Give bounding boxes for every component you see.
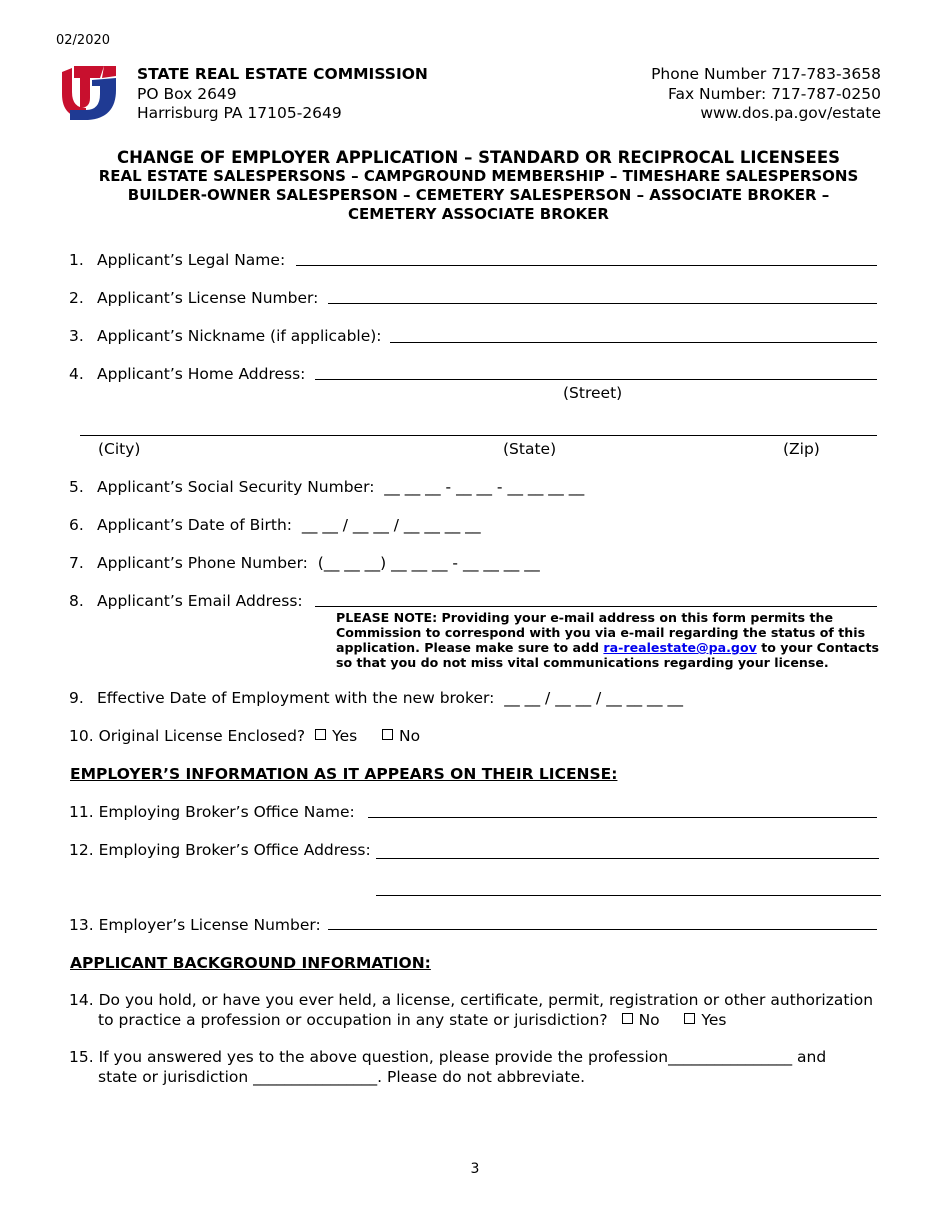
q14-yes-checkbox[interactable] <box>684 1013 695 1024</box>
effective-date-input[interactable]: __ __ / __ __ / __ __ __ __ <box>504 689 683 707</box>
no-option-label: No <box>398 727 421 745</box>
q14-no-checkbox[interactable] <box>622 1013 633 1024</box>
zip-caption: (Zip) <box>783 440 820 458</box>
field-nickname-label: 3. Applicant’s Nickname (if applicable): <box>69 327 382 345</box>
q14-no-label: No <box>638 1011 660 1029</box>
phone-label: Applicant’s Phone Number: <box>97 554 308 572</box>
employer-section-heading: EMPLOYER’S INFORMATION AS IT APPEARS ON THEIR LICENSE: <box>70 765 618 783</box>
nickname-input[interactable] <box>390 342 877 343</box>
phone-number: Phone Number 717-783-3658 <box>651 65 881 83</box>
question-14: 14. Do you hold, or have you ever held, a license, certificate, permit, registration or other authorization to practice a profession or occupation in any state or jurisdiction? No Yes <box>69 991 874 1029</box>
field-license-number-label: 2. Applicant’s License Number: <box>69 289 319 307</box>
dob-label: Applicant’s Date of Birth: <box>97 516 293 534</box>
field-employer-license-label: 13. Employer’s License Number: <box>69 916 321 934</box>
po-box: PO Box 2649 <box>137 84 237 103</box>
form-revision-date: 02/2020 <box>56 33 111 48</box>
q15-line-2[interactable]: state or jurisdiction ________________. Please do not abbreviate. <box>98 1068 586 1086</box>
contact-block <box>651 65 881 124</box>
email-contact-link[interactable]: ra-realestate@pa.gov <box>603 640 757 655</box>
title-line-2: REAL ESTATE SALESPERSONS – CAMPGROUND MEMBERSHIP – TIMESHARE SALESPERSONS <box>98 167 859 185</box>
q14-yes-label: Yes <box>701 1011 727 1029</box>
dob-input[interactable]: __ __ / __ __ / __ __ __ __ <box>301 516 481 534</box>
keystone-logo-blue <box>70 78 116 120</box>
state-caption: (State) <box>503 440 557 458</box>
license-number-input[interactable] <box>328 303 877 304</box>
field-ssn: 5. Applicant’s Social Security Number: __ __ __ - __ __ - __ __ __ __ <box>69 478 585 496</box>
commission-address-block <box>137 65 428 124</box>
phone-input[interactable]: (__ __ __) __ __ __ - __ __ __ __ <box>317 554 540 572</box>
email-notice: PLEASE NOTE: Providing your e-mail address on this form permits the Commission to correspond with you via e-mail regarding the status of this application. Please make sure to add ra-realestate@pa.gov to your Contacts so that you do not miss vital communications regarding your license. <box>336 610 880 670</box>
city-caption: (City) <box>98 440 141 458</box>
original-license-label: Original License Enclosed? <box>98 727 306 745</box>
broker-office-address-line1-input[interactable] <box>376 858 879 859</box>
legal-name-input[interactable] <box>296 265 877 266</box>
effective-date-label: Effective Date of Employment with the new broker: <box>97 689 495 707</box>
field-home-address-label: 4. Applicant’s Home Address: <box>69 365 306 383</box>
broker-office-name-input[interactable] <box>368 817 877 818</box>
original-license-no-checkbox[interactable] <box>382 729 393 740</box>
email-input[interactable] <box>315 606 877 607</box>
q15-line-1[interactable]: If you answered yes to the above question, please provide the profession________________ and <box>98 1048 827 1066</box>
street-input[interactable] <box>315 379 877 380</box>
title-line-1: CHANGE OF EMPLOYER APPLICATION – STANDARD OR RECIPROCAL LICENSEES <box>117 148 840 167</box>
ssn-label: Applicant’s Social Security Number: <box>97 478 375 496</box>
ssn-input[interactable]: __ __ __ - __ __ - __ __ __ __ <box>384 478 585 496</box>
commission-name: STATE REAL ESTATE COMMISSION <box>137 65 428 83</box>
city-state-zip-input[interactable] <box>80 435 877 436</box>
page-number: 3 <box>470 1161 480 1177</box>
field-broker-office-address-label: 12. Employing Broker’s Office Address: <box>69 841 371 859</box>
original-license-yes-checkbox[interactable] <box>315 729 326 740</box>
background-section-heading: APPLICANT BACKGROUND INFORMATION: <box>70 954 431 972</box>
question-15: 15. If you answered yes to the above question, please provide the profession________________ and state or jurisdiction ________________. Please do not abbreviate. <box>69 1048 827 1086</box>
field-email-label: 8. Applicant’s Email Address: <box>69 592 303 610</box>
field-phone: 7. Applicant’s Phone Number: (__ __ __) __ __ __ - __ __ __ __ <box>69 554 540 572</box>
form-title <box>60 148 897 224</box>
field-dob: 6. Applicant’s Date of Birth: __ __ / __ __ / __ __ __ __ <box>69 516 481 534</box>
field-legal-name-label: 1. Applicant’s Legal Name: <box>69 251 286 269</box>
yes-option-label: Yes <box>332 727 358 745</box>
broker-office-address-line2-input[interactable] <box>376 895 881 896</box>
city-state-zip: Harrisburg PA 17105-2649 <box>137 104 342 122</box>
keystone-logo <box>60 64 118 120</box>
field-original-license: 10. Original License Enclosed? Yes No <box>69 727 421 745</box>
title-line-3: BUILDER-OWNER SALESPERSON – CEMETERY SALESPERSON – ASSOCIATE BROKER – <box>127 186 830 204</box>
field-effective-date: 9. Effective Date of Employment with the new broker: __ __ / __ __ / __ __ __ __ <box>69 689 683 707</box>
title-line-4: CEMETERY ASSOCIATE BROKER <box>348 205 609 223</box>
field-broker-office-name-label: 11. Employing Broker’s Office Name: <box>69 803 355 821</box>
street-caption: (Street) <box>563 384 623 402</box>
employer-license-input[interactable] <box>328 929 877 930</box>
website[interactable]: www.dos.pa.gov/estate <box>700 104 881 122</box>
fax-number: Fax Number: 717-787-0250 <box>667 84 881 103</box>
